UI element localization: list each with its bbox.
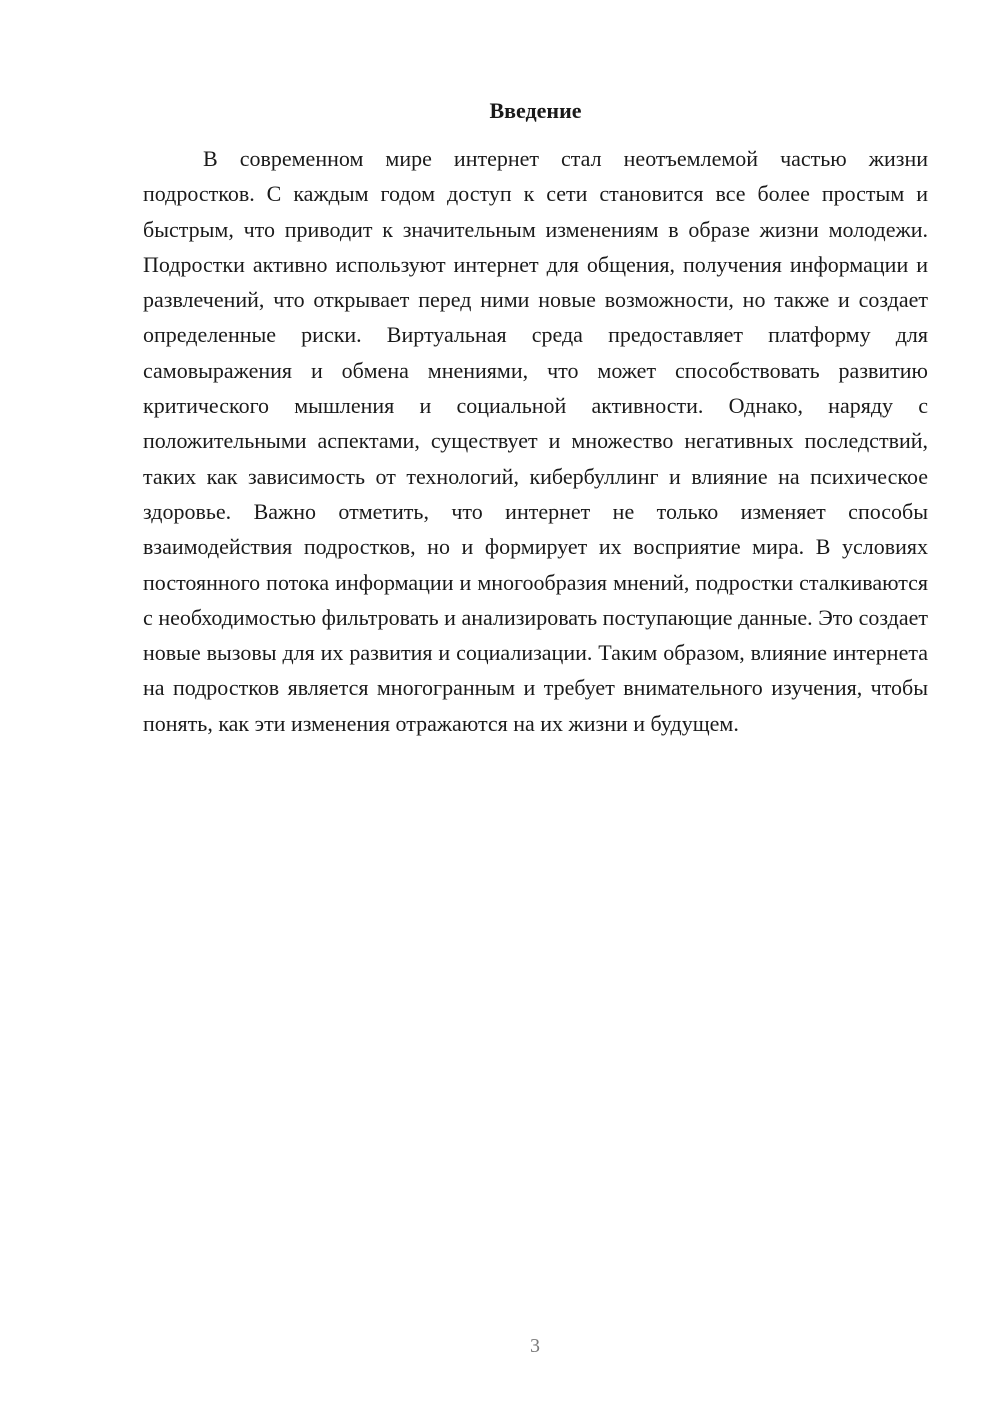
section-heading: Введение — [489, 98, 582, 123]
page-number: 3 — [530, 1335, 540, 1357]
body-paragraph: В современном мире интернет стал неотъемлемой частью жизни подростков. С каждым годом доступ к сети становится все более простым и быстрым, что приводит к значительным изменениям в образе жизни молодежи. Подростки активно используют интернет для общения, получения информации и развлечений, что открывает перед ними новые возможности, но также и создает определенные риски. Виртуальная среда предоставляет платформу для самовыражения и обмена мнениями, что может способствовать развитию критического мышления и социальной активности. Однако, наряду с положительными аспектами, существует и множество негативных последствий, таких как зависимость от технологий, кибербуллинг и влияние на психическое здоровье. Важно отметить, что интернет не только изменяет способы взаимодействия подростков, но и формирует их восприятие мира. В условиях постоянного потока информации и многообразия мнений, подростки сталкиваются с необходимостью фильтровать и анализировать поступающие данные. Это создает новые вызовы для их развития и социализации. Таким образом, влияние интернета на подростков является многогранным и требует внимательного изучения, чтобы понять, как эти изменения отражаются на их жизни и будущем. — [143, 146, 928, 736]
